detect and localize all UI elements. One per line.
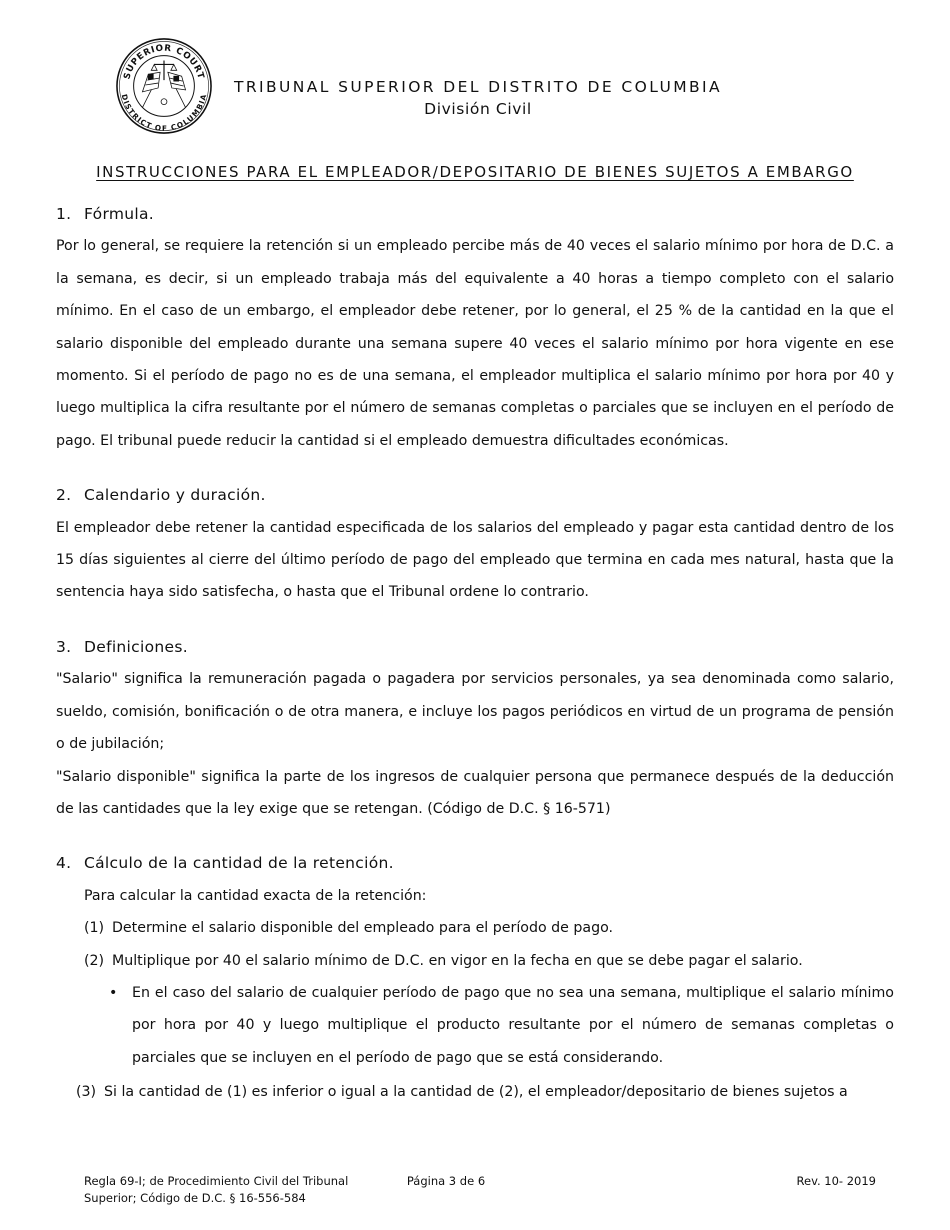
court-seal	[115, 37, 213, 135]
list-item-label: (2)	[84, 952, 105, 969]
section-definitions	[56, 631, 894, 825]
document-title: INSTRUCCIONES PARA EL EMPLEADOR/DEPOSITARIO DE BIENES SUJETOS A EMBARGO	[96, 163, 854, 181]
page-number: Página 3 de 6	[406, 1174, 486, 1188]
list-item-label: (1)	[84, 920, 105, 937]
section-number: 2.	[56, 486, 72, 505]
bullet-text: En el caso del salario de cualquier período de pago que no sea una semana, multiplique el salario mínimo por hora por 40 y luego multiplique el producto resultante por el número de semanas completas o parciales que se incluyen en el período de pago que se está considerando.	[132, 984, 894, 1066]
seal-top-text: SUPERIOR COURT	[122, 43, 206, 81]
list-item	[56, 945, 894, 977]
svg-text:DISTRICT OF COLUMBIA	[120, 93, 209, 133]
section-title: Definiciones.	[84, 637, 188, 656]
list-item-label: (3)	[76, 1084, 97, 1101]
document-body	[56, 198, 894, 1109]
section-formula	[56, 198, 894, 457]
section-calculation	[56, 847, 894, 1108]
section-number: 3.	[56, 637, 72, 656]
list-item	[56, 1076, 894, 1108]
section-paragraph: Por lo general, se requiere la retención si un empleado percibe más de 40 veces el salario mínimo por hora de D.C. a la semana, es decir, si un empleado trabaja más del equivalente a 40 horas a tiempo completo con el salario mínimo. En el caso de un embargo, el empleador debe retener, por lo general, el 25 % de la cantidad en la que el salario disponible del empleado durante una semana supere 40 veces el salario mínimo por hora vigente en ese momento. Si el período de pago no es de una semana, el empleador multiplica el salario mínimo por hora por 40 y luego multiplica la cifra resultante por el número de semanas completas o parciales que se incluyen en el período de pago. El tribunal puede reducir la cantidad si el empleado demuestra dificultades económicas.	[56, 238, 894, 449]
list-item	[56, 912, 894, 944]
section-title: Cálculo de la cantidad de la retención.	[84, 854, 394, 873]
list-item-text: Determine el salario disponible del empleado para el período de pago.	[112, 920, 614, 937]
section-heading	[56, 631, 894, 663]
section-paragraph: El empleador debe retener la cantidad especificada de los salarios del empleado y pagar esta cantidad dentro de los 15 días siguientes al cierre del último período de pago del empleado que termina en cada mes natural, hasta que la sentencia haya sido satisfecha, o hasta que el Tribunal ordene lo contrario.	[56, 519, 894, 601]
division-name: División Civil	[424, 100, 532, 118]
footer-rule-reference	[84, 1173, 384, 1207]
definition-disposable-salary: "Salario disponible" significa la parte de los ingresos de cualquier persona que permanece después de la deducción de las cantidades que la ley exige que se retengan. (Código de D.C. § 16-571)	[56, 768, 894, 817]
footer-rule-line: Regla 69-I; de Procedimiento Civil del Tribunal	[84, 1174, 349, 1188]
calculation-intro: Para calcular la cantidad exacta de la retención:	[84, 887, 427, 904]
list-item-text: Multiplique por 40 el salario mínimo de D.C. en vigor en la fecha en que se debe pagar el salario.	[112, 952, 803, 969]
bullet-icon: •	[109, 984, 118, 1001]
section-schedule	[56, 479, 894, 609]
section-title: Fórmula.	[84, 205, 155, 223]
section-title: Calendario y duración.	[84, 486, 266, 505]
bullet-item	[56, 977, 894, 1074]
section-heading	[56, 479, 894, 511]
footer-rule-line: Superior; Código de D.C. § 16-556-584	[84, 1191, 306, 1205]
section-number: 1.	[56, 205, 72, 223]
revision-label: Rev. 10- 2019	[796, 1174, 876, 1188]
list-item-text: Si la cantidad de (1) es inferior o igual a la cantidad de (2), el empleador/depositario de bienes sujetos a	[104, 1084, 848, 1101]
section-heading	[56, 198, 894, 230]
section-number: 4.	[56, 854, 72, 873]
definition-salary: "Salario" significa la remuneración pagada o pagadera por servicios personales, ya sea denominada como salario, sueldo, comisión, bonificación o de otra manera, e incluye los pagos periódicos en virtud de un programa de pensión o de jubilación;	[56, 671, 894, 753]
seal-bottom-text: DISTRICT OF COLUMBIA	[119, 93, 209, 133]
court-name: TRIBUNAL SUPERIOR DEL DISTRITO DE COLUMBIA	[233, 78, 723, 96]
section-heading	[56, 847, 894, 879]
